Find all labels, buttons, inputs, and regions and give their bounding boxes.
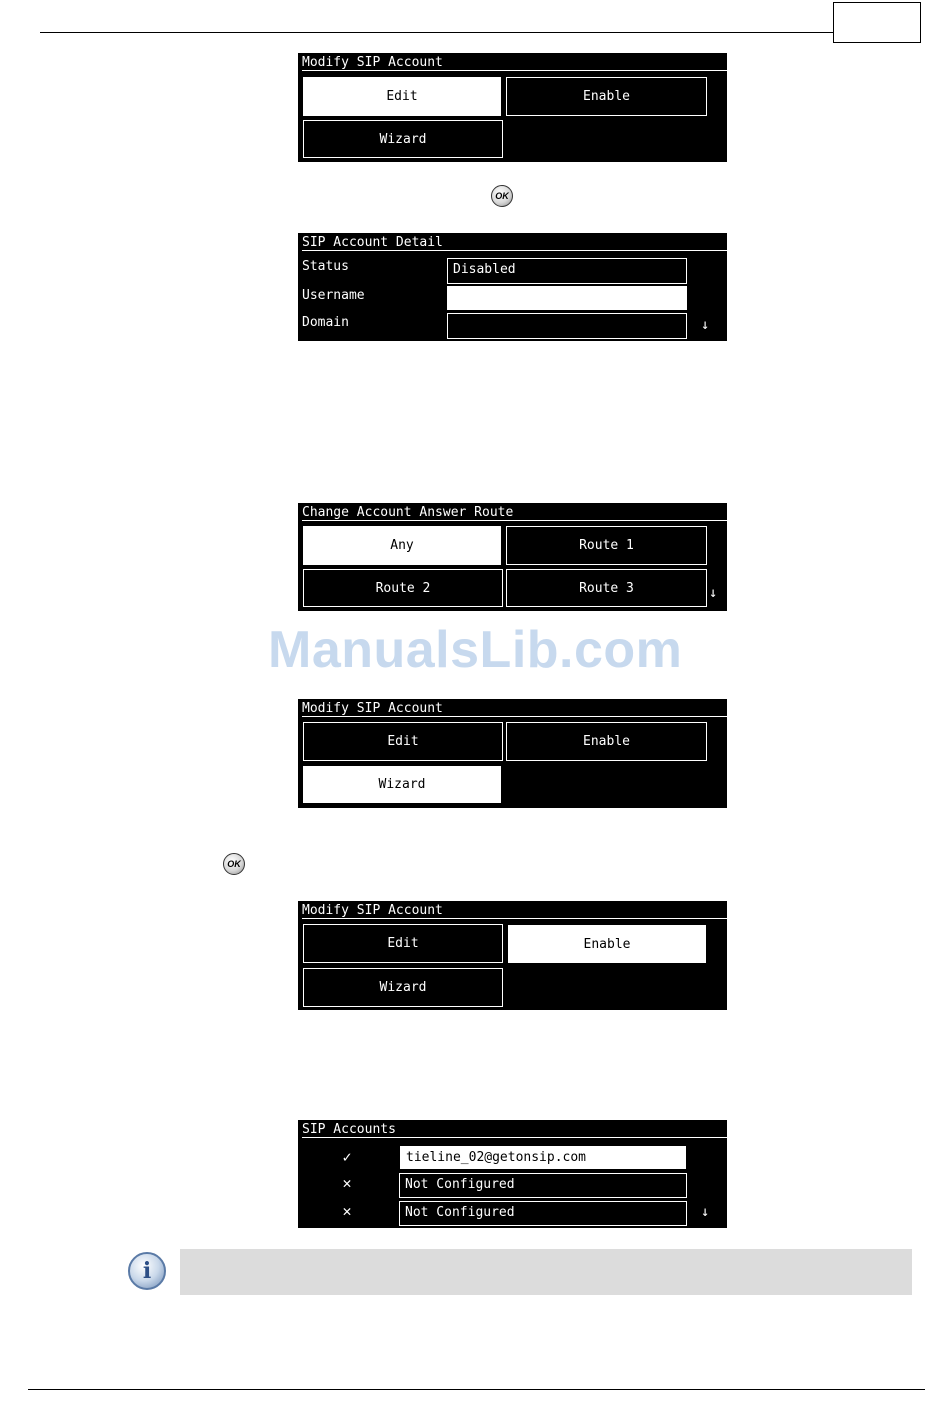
account-row-1[interactable]: tieline_02@getonsip.com <box>400 1146 686 1169</box>
ok-button-icon: OK <box>223 853 245 875</box>
route-2-button[interactable]: Route 2 <box>303 569 503 607</box>
info-icon: i <box>128 1252 166 1290</box>
header-rule <box>40 32 835 33</box>
wizard-button[interactable]: Wizard <box>303 968 503 1007</box>
not-configured-x-icon: ✕ <box>342 1202 352 1220</box>
screen-title: Change Account Answer Route <box>302 504 727 521</box>
username-label: Username <box>302 288 365 303</box>
username-field[interactable] <box>447 286 687 310</box>
screen-title: Modify SIP Account <box>302 700 727 717</box>
watermark-text: ManualsLib.com <box>268 621 683 679</box>
screen-modify-sip-account-wizard <box>298 699 727 808</box>
scroll-down-icon: ↓ <box>701 317 710 333</box>
screen-title: Modify SIP Account <box>302 902 727 919</box>
ok-button-icon: OK <box>491 185 513 207</box>
screen-modify-sip-account-enable <box>298 901 727 1010</box>
footer-rule <box>28 1389 925 1390</box>
route-3-button[interactable]: Route 3 <box>506 569 707 607</box>
domain-label: Domain <box>302 315 349 330</box>
screen-sip-accounts <box>298 1120 727 1228</box>
status-field[interactable]: Disabled <box>447 258 687 284</box>
enable-button[interactable]: Enable <box>506 77 707 116</box>
edit-button[interactable]: Edit <box>303 77 501 116</box>
screen-change-account-answer-route <box>298 503 727 611</box>
account-row-3[interactable]: Not Configured <box>399 1201 687 1226</box>
route-1-button[interactable]: Route 1 <box>506 526 707 565</box>
domain-field[interactable] <box>447 313 687 339</box>
screen-sip-account-detail <box>298 233 727 341</box>
screen-modify-sip-account-edit <box>298 53 727 162</box>
screen-title: SIP Account Detail <box>302 234 727 251</box>
page-number-box <box>833 2 921 43</box>
not-configured-x-icon: ✕ <box>342 1174 352 1192</box>
configured-check-icon: ✓ <box>342 1148 352 1166</box>
account-row-2[interactable]: Not Configured <box>399 1173 687 1198</box>
note-box <box>180 1249 912 1295</box>
status-label: Status <box>302 259 349 274</box>
scroll-down-icon: ↓ <box>709 585 718 601</box>
edit-button[interactable]: Edit <box>303 924 503 963</box>
wizard-button[interactable]: Wizard <box>303 120 503 158</box>
route-any-button[interactable]: Any <box>303 526 501 565</box>
enable-button[interactable]: Enable <box>508 925 706 963</box>
scroll-down-icon: ↓ <box>701 1204 710 1220</box>
wizard-button[interactable]: Wizard <box>303 766 501 803</box>
enable-button[interactable]: Enable <box>506 722 707 761</box>
screen-title: Modify SIP Account <box>302 54 727 71</box>
screen-title: SIP Accounts <box>302 1121 727 1138</box>
edit-button[interactable]: Edit <box>303 722 503 761</box>
